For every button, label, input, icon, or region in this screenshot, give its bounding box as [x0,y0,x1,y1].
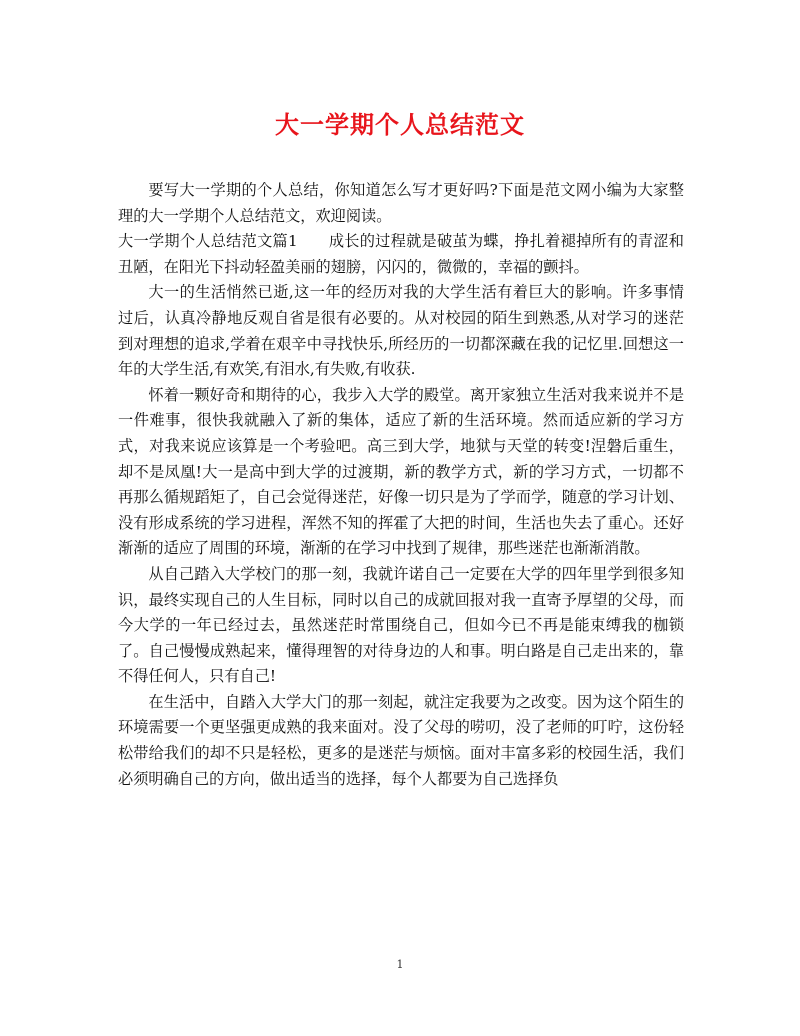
paragraph-intro: 要写大一学期的个人总结，你知道怎么写才更好吗?下面是范文网小编为大家整理的大一学期个人总结范文，欢迎阅读。 [118,181,684,225]
page-number: 1 [396,958,404,971]
paragraph-4: 从自己踏入大学校门的那一刻，我就许诺自己一定要在大学的四年里学到很多知识，最终实现自己的人生目标，同时以自己的成就回报对我一直寄予厚望的父母，而今大学的一年已经过去，虽然迷茫时常围绕自己，但如今已不再是能束缚我的枷锁了。自己慢慢成熟起来，懂得理智的对待身边的人和事。明白路是自己走出来的，靠不得任何人，只有自己! [118,564,684,686]
paragraph-5: 在生活中，自踏入大学大门的那一刻起，就注定我要为之改变。因为这个陌生的环境需要一个更坚强更成熟的我来面对。没了父母的唠叨，没了老师的叮咛，这份轻松带给我们的却不只是轻松，更多的是迷茫与烦恼。面对丰富多彩的校园生活，我们必须明确自己的方向，做出适当的选择，每个人都要为自己选择负 [118,692,684,788]
document-title: 大一学期个人总结范文 [275,110,525,139]
paragraph-2: 大一的生活悄然已逝,这一年的经历对我的大学生活有着巨大的影响。许多事情过后，认真冷静地反观自省是很有必要的。从对校园的陌生到熟悉,从对学习的迷茫到对理想的追求,学着在艰辛中寻找快乐,所经历的一切都深藏在我的记忆里.回想这一年的大学生活,有欢笑,有泪水,有失败,有收获. [118,283,684,379]
paragraph-3: 怀着一颗好奇和期待的心，我步入大学的殿堂。离开家独立生活对我来说并不是一件难事，很快我就融入了新的集体，适应了新的生活环境。然而适应新的学习方式，对我来说应该算是一个考验吧。高三到大学，地狱与天堂的转变!涅磐后重生，却不是凤凰!大一是高中到大学的过渡期，新的教学方式，新的学习方式，一切都不再那么循规蹈矩了，自己会觉得迷茫，好像一切只是为了学而学，随意的学习计划、没有形成系统的学习进程，浑然不知的挥霍了大把的时间，生活也失去了重心。还好渐渐的适应了周围的环境，渐渐的在学习中找到了规律，那些迷茫也渐渐消散。 [118,385,684,558]
document-body [118,178,684,792]
paragraph-section-heading: 大一学期个人总结范文篇1 成长的过程就是破茧为蝶，挣扎着褪掉所有的青涩和丑陋，在阳光下抖动轻盈美丽的翅膀，闪闪的，微微的，幸福的颤抖。 [118,232,684,276]
